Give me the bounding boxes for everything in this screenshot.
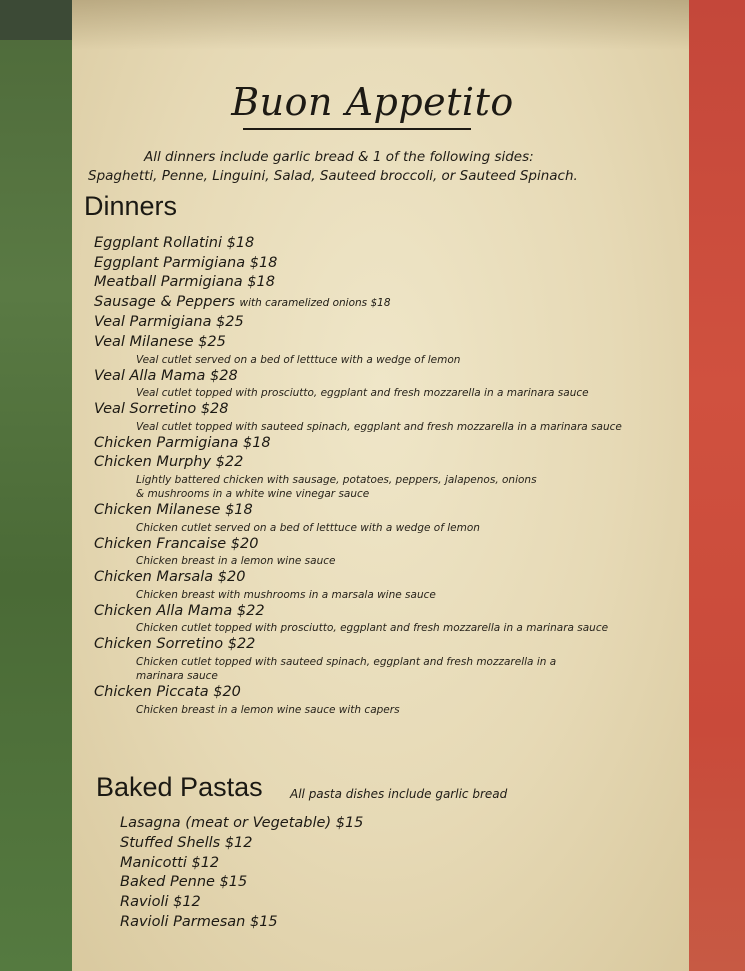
pasta-item: Stuffed Shells $12 [120, 834, 253, 851]
dinner-item [94, 293, 684, 314]
dinner-item-description: Lightly battered chicken with sausage, potatoes, peppers, jalapenos, onions [136, 473, 537, 486]
dinner-item-name: Chicken Alla Mama $22 [94, 602, 265, 619]
dinner-item-name: Veal Sorretino $28 [94, 401, 229, 418]
dinner-item-description: Chicken cutlet topped with sauteed spinach, eggplant and fresh mozzarella in a [136, 655, 557, 668]
dinner-item-description: Chicken cutlet topped with prosciutto, eggplant and fresh mozzarella in a marinara sauce [136, 622, 609, 635]
pasta-item: Baked Penne $15 [120, 874, 248, 891]
pasta-item: Ravioli $12 [120, 894, 201, 911]
dinner-item-title: Sausage & Peppers [94, 293, 235, 310]
dinner-item [94, 367, 684, 401]
dinner-item-name: Chicken Parmigiana $18 [94, 434, 271, 451]
dinner-item-description: Chicken cutlet served on a bed of letttuce with a wedge of lemon [136, 521, 480, 534]
title-underline [243, 128, 471, 130]
baked-pastas-note: All pasta dishes include garlic bread [290, 787, 508, 801]
dinner-item [94, 254, 684, 274]
dinner-item-description: & mushrooms in a white wine vinegar sauce [136, 487, 370, 500]
flag-green-stripe [0, 0, 72, 971]
dinner-item-description: Chicken breast in a lemon wine sauce [136, 555, 336, 568]
menu-title: Buon Appetito [231, 80, 514, 124]
dinner-item [94, 453, 684, 501]
dinner-item-name: Chicken Milanese $18 [94, 501, 253, 518]
dinner-item-description: Veal cutlet served on a bed of letttuce with a wedge of lemon [136, 353, 461, 366]
dinner-item-name: Eggplant Parmigiana $18 [94, 254, 278, 271]
dinner-item [94, 234, 684, 254]
dinner-item [94, 568, 684, 602]
pasta-list [120, 814, 620, 933]
dinner-item-name: Chicken Piccata $20 [94, 683, 241, 700]
dinner-item [94, 635, 684, 683]
dinner-item-name: Meatball Parmigiana $18 [94, 274, 275, 291]
dinner-list [94, 234, 684, 717]
dinner-item [94, 602, 684, 636]
dinner-item [94, 400, 684, 434]
dinner-item [94, 273, 684, 293]
dinner-item-name: Chicken Murphy $22 [94, 454, 244, 471]
dinner-item-name: Veal Alla Mama $28 [94, 367, 238, 384]
pasta-item: Lasagna (meat or Vegetable) $15 [120, 815, 364, 831]
intro-line-1: All dinners include garlic bread & 1 of the following sides: [144, 149, 534, 165]
dinner-item [94, 313, 684, 333]
dinner-item-description: Chicken breast with mushrooms in a marsala wine sauce [136, 588, 436, 601]
baked-pastas-heading: Baked Pastas [96, 772, 263, 802]
dinner-item [94, 501, 684, 535]
dinner-item-description: Veal cutlet topped with sauteed spinach, eggplant and fresh mozzarella in a marinara sauce [136, 420, 622, 433]
dinner-item-name [94, 293, 684, 314]
dinner-item-description: Chicken breast in a lemon wine sauce with capers [136, 703, 400, 716]
dinner-item [94, 434, 684, 454]
dinner-item-inline-note: with caramelized onions $18 [239, 296, 391, 309]
flag-red-stripe [689, 0, 745, 971]
dinner-item-name: Veal Parmigiana $25 [94, 314, 244, 331]
pasta-item: Ravioli Parmesan $15 [120, 913, 278, 930]
dinner-item-name: Chicken Sorretino $22 [94, 636, 256, 653]
dinner-item-description: marinara sauce [136, 669, 218, 682]
dinner-item [94, 333, 684, 367]
dinner-item-name: Eggplant Rollatini $18 [94, 235, 255, 251]
dinner-item-name: Veal Milanese $25 [94, 333, 226, 350]
intro-line-2: Spaghetti, Penne, Linguini, Salad, Sauteed broccoli, or Sauteed Spinach. [88, 168, 578, 184]
dinner-item [94, 683, 684, 717]
dinner-item-description: Veal cutlet topped with prosciutto, eggplant and fresh mozzarella in a marinara sauce [136, 387, 589, 400]
intro-text [88, 148, 688, 186]
pasta-item: Manicotti $12 [120, 854, 220, 871]
dinner-item-name: Chicken Marsala $20 [94, 569, 246, 586]
dinner-item-name: Chicken Francaise $20 [94, 535, 259, 552]
dinner-item [94, 535, 684, 569]
dinners-heading: Dinners [84, 191, 178, 221]
